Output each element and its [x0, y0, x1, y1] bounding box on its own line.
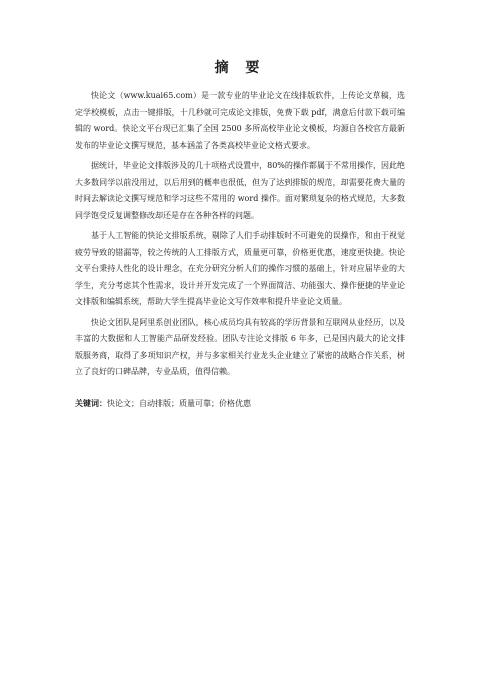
keywords-list	[107, 399, 251, 408]
keyword-separator: ；	[171, 398, 179, 408]
abstract-paragraph-3: 基于人工智能的快论文排版系统，剔除了人们手动排版时不可避免的误操作，和由于视觉疲劳导致的错漏等，较之传统的人工排版方式，质量更可靠，价格更优惠，速度更快捷。快论文平台秉持人性化的设计理念，在充分研究分析人们的操作习惯的基础上，针对应届毕业的大学生，充分考虑其个性需求，设计并开发完成了一个界面简洁、功能强大、操作便捷的毕业论文排版和编辑系统，帮助大学生提高毕业论文写作效率和提升毕业论文质量。	[75, 231, 405, 306]
keywords-label: 关键词：	[75, 397, 107, 408]
keyword-item: 价格优惠	[219, 398, 251, 408]
keyword-item: 质量可靠	[179, 398, 211, 408]
abstract-paragraph-4: 快论文团队是阿里系创业团队，核心成员均具有较高的学历背景和互联网从业经历，以及丰富的大数据和人工智能产品研发经验。团队专注论文排版 6 年多，已是国内最大的论文排版服务商，取得了多项知识产权，并与多家相关行业龙头企业建立了紧密的战略合作关系，树立了良好的口碑品牌，专业品质，值得信赖。	[75, 317, 405, 376]
keyword-item: 快论文	[107, 398, 131, 408]
keywords-line	[75, 395, 405, 412]
keyword-separator: ；	[211, 398, 219, 408]
keyword-separator: ；	[131, 398, 139, 408]
abstract-paragraph-1: 快论文（www.kuai65.com）是一款专业的毕业论文在线排版软件，上传论文草稿，选定学校模板，点击一键排版，十几秒就可完成论文排版，免费下载 pdf，满意后付款下载可编辑的 word。快论文平台现已汇集了全国 2500 多所高校毕业论文模板，均源自各校官方最新发布的毕业论文撰写规范，基本涵盖了各类高校毕业论文格式要求。	[75, 91, 405, 150]
keyword-item: 自动排版	[139, 398, 171, 408]
abstract-paragraph-2: 据统计，毕业论文排版涉及的几十项格式设置中，80%的操作都属于不常用操作，因此绝大多数同学以前没用过，以后用到的概率也很低，但为了达到排版的规范，却需要花费大量的时间去解读论文撰写规范和学习这些不常用的 word 操作。面对繁琐复杂的格式规范，大多数同学饱受反复调整修改却还是存在各种各样的问题。	[75, 161, 405, 220]
abstract-title: 摘 要	[214, 60, 266, 76]
